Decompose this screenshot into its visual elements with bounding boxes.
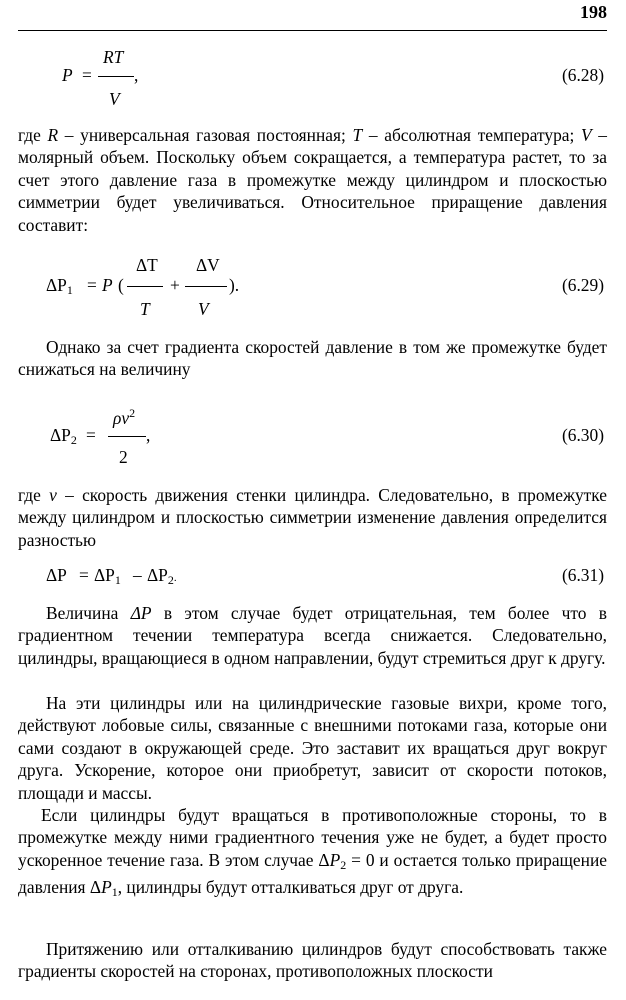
equation-6-29 bbox=[0, 250, 626, 322]
eq628-number: (6.28) bbox=[561, 65, 604, 85]
eq629-den2: V bbox=[198, 299, 209, 319]
eq629-number: (6.29) bbox=[561, 275, 604, 295]
eq630-comma: , bbox=[146, 425, 151, 445]
eq629-factor: P bbox=[102, 275, 113, 295]
eq630-fraction-bar bbox=[108, 436, 146, 437]
equation-6-30 bbox=[0, 400, 626, 470]
eq629-den1: T bbox=[140, 299, 150, 319]
eq629-num2: ΔV bbox=[196, 255, 220, 275]
paragraph-opposite-rotation: Если цилиндры будут вращаться в противоположные стороны, то в промежутке между ними градиентного течения уже не будет, а будет просто ускоренное течение газа. В этом случае $\Delta P_2 = 0$ и остается только приращение давления $\Delta P_1$, цилиндры будут отталкиваться друг от друга. bbox=[18, 805, 607, 900]
eq628-denominator: V bbox=[109, 89, 120, 109]
paragraph-gradient: Однако за счет градиента скоростей давление в том же промежутке будет снижаться на величину bbox=[18, 337, 607, 380]
eq631-number: (6.31) bbox=[561, 565, 604, 585]
eq628-equals: = bbox=[82, 65, 92, 85]
eq629-open-paren: ( bbox=[118, 275, 124, 295]
eq628-numerator: RT bbox=[103, 47, 124, 67]
eq629-num1: ΔT bbox=[136, 255, 158, 275]
eq631-equals: = bbox=[79, 565, 89, 585]
eq629-bar2 bbox=[185, 286, 227, 287]
paragraph-attraction: Притяжению или отталкиванию цилиндров будут способствовать также градиенты скоростей на сторонах, противоположных плоскости bbox=[18, 939, 607, 982]
page-number: 198 bbox=[580, 2, 607, 22]
eq631-term1: $\Delta P_1$ bbox=[94, 565, 121, 587]
eq631-lhs: ΔP bbox=[46, 565, 67, 585]
eq629-close: ). bbox=[229, 275, 240, 295]
paragraph-negative-delta: Величина ΔP в этом случае будет отрицательная, тем более что в градиентном течении температура всегда снижается. Следовательно, цилиндры, вращающиеся в одном направлении, будут стремиться друг к другу. bbox=[18, 603, 607, 668]
eq630-lhs: $\Delta P_2$ bbox=[50, 425, 77, 447]
paragraph-frontal-forces: На эти цилиндры или на цилиндрические газовые вихри, кроме того, действуют лобовые силы, связанные с внешними потоками газа, которые они сами создают в окружающей среде. Это заставит их вращаться друг вокруг друга. Ускорение, которое они приобретут, зависит от скорости потоков, площади и массы. bbox=[18, 693, 607, 803]
eq628-fraction-bar bbox=[98, 76, 134, 77]
eq628-lhs: P bbox=[62, 65, 73, 85]
eq629-plus: + bbox=[170, 275, 180, 295]
equation-6-31 bbox=[0, 564, 626, 590]
eq629-bar1 bbox=[127, 286, 163, 287]
paragraph-velocity: где v – скорость движения стенки цилиндра. Следовательно, в промежутке между цилиндром и плоскостью симметрии изменение давления определится разностью bbox=[18, 485, 607, 550]
eq630-denominator: 2 bbox=[119, 447, 128, 467]
eq631-term2: $\Delta P_2$. bbox=[147, 565, 177, 587]
header-rule bbox=[18, 30, 607, 31]
paragraph-gas-law: где R – универсальная газовая постоянная; T – абсолютная температура; V – молярный объем. Поскольку объем сокращается, а температура растет, то за счет этого давление газа в промежутке между цилиндром и плоскостью симметрии будет увеличиваться. Относительное приращение давления составит: bbox=[18, 125, 607, 235]
eq629-equals: = bbox=[87, 275, 97, 295]
eq630-numerator: $\rho v^2$ bbox=[113, 406, 136, 428]
eq628-comma: , bbox=[134, 65, 139, 85]
eq630-number: (6.30) bbox=[561, 425, 604, 445]
eq630-equals: = bbox=[86, 425, 96, 445]
eq629-lhs: $\Delta P_1$ bbox=[46, 275, 73, 297]
equation-6-28 bbox=[0, 40, 626, 110]
eq631-minus: – bbox=[133, 565, 142, 585]
